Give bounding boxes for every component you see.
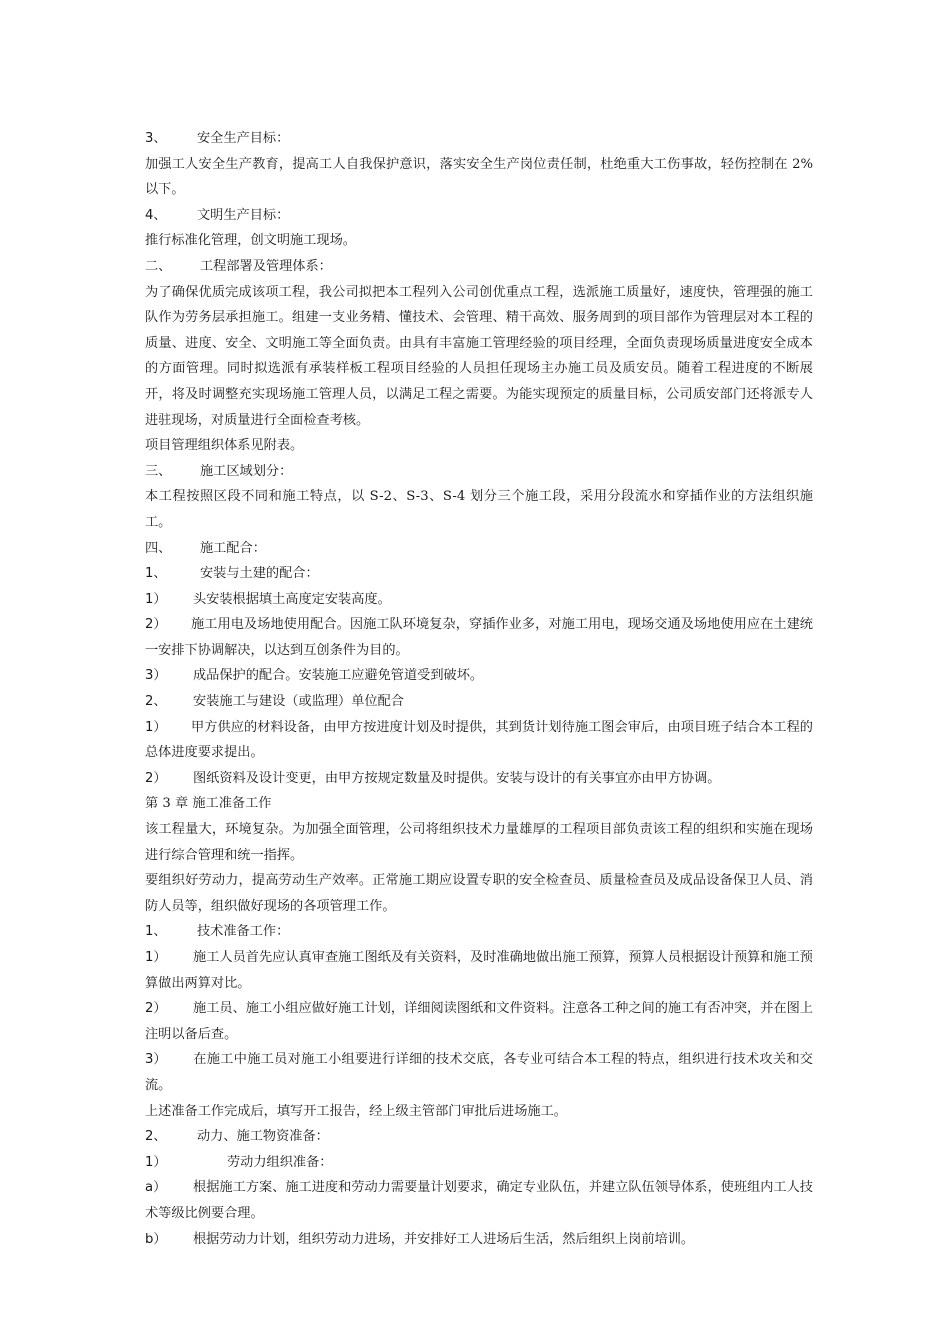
paragraph: 推行标准化管理，创文明施工现场。 (145, 233, 356, 249)
item-number: 1） (145, 1154, 167, 1170)
paragraph: 项目管理组织体系见附表。 (145, 438, 304, 454)
paragraph: 该工程量大，环境复杂。为加强全面管理，公司将组织技术力量雄厚的工程项目部负责该工程的组织和实施在现场进行综合管理和统一指挥。 (145, 822, 813, 863)
list-item (145, 612, 813, 663)
item-number: 4、 (145, 207, 167, 223)
item-number: 1、 (145, 924, 167, 940)
item-number: 2、 (145, 1129, 167, 1145)
item-number: 1、 (145, 566, 167, 582)
item-text: 根据施工方案、施工进度和劳动力需要量计划要求，确定专业队伍，并建立队伍领导体系，使班组内工人技术等级比例要合理。 (145, 1180, 813, 1221)
document-body (145, 126, 813, 1252)
item-number: 四、 (145, 540, 172, 556)
section-heading (145, 254, 813, 280)
paragraph: 本工程按照区段不同和施工特点，以 S-2、S-3、S-4 划分三个施工段，采用分段流水和穿插作业的方法组织施工。 (145, 489, 813, 530)
paragraph: 加强工人安全生产教育，提高工人自我保护意识，落实安全生产岗位责任制，杜绝重大工伤事故，轻伤控制在 2%以下。 (145, 156, 813, 198)
item-text: 根据劳动力计划，组织劳动力进场，并安排好工人进场后生活，然后组织上岗前培训。 (193, 1231, 695, 1247)
item-number: 3） (145, 668, 167, 684)
section-heading (145, 919, 813, 945)
item-number: 1） (145, 591, 167, 607)
item-text: 劳动力组织准备： (227, 1154, 333, 1170)
section-heading (145, 126, 813, 152)
item-number: 1） (145, 950, 167, 965)
item-text: 动力、施工物资准备： (197, 1129, 329, 1145)
list-item (145, 996, 813, 1047)
item-text: 成品保护的配合。安装施工应避免管道受到破坏。 (193, 668, 484, 684)
item-text: 技术准备工作： (197, 924, 290, 940)
item-text: 工程部署及管理体系： (200, 258, 332, 274)
list-item (145, 1175, 813, 1226)
item-number: 三、 (145, 463, 172, 479)
list-item (145, 715, 813, 766)
section-heading (145, 459, 813, 485)
item-text: 施工区域划分： (200, 463, 293, 479)
list-item (145, 663, 813, 689)
item-text: 甲方供应的材料设备，由甲方按进度计划及时提供，其到货计划待施工图会审后，由项目班子结合本工程的总体进度要求提出。 (145, 719, 813, 761)
item-text: 施工用电及场地使用配合。因施工队环境复杂，穿插作业多，对施工用电，现场交通及场地使用应在土建统一安排下协调解决，以达到互创条件为目的。 (145, 617, 813, 658)
item-number: 2） (145, 1001, 167, 1017)
list-item (145, 561, 813, 587)
item-number: a） (145, 1180, 167, 1196)
list-item (145, 1047, 813, 1098)
item-number: b） (145, 1231, 167, 1247)
item-text: 安全生产目标： (197, 131, 290, 146)
item-text: 安装与土建的配合： (200, 566, 319, 582)
paragraph: 上述准备工作完成后，填写开工报告，经上级主管部门审批后进场施工。 (145, 1103, 567, 1119)
chapter-heading: 第 3 章 施工准备工作 (145, 796, 272, 812)
item-text: 施工配合： (200, 540, 266, 556)
item-text: 施工员、施工小组应做好施工计划，详细阅读图纸和文件资料。注意各工种之间的施工有否冲突，并在图上注明以备后查。 (145, 1001, 813, 1042)
item-text: 文明生产目标： (197, 207, 290, 223)
item-text: 头安装根据填土高度定安装高度。 (193, 591, 391, 607)
item-number: 2） (145, 770, 167, 786)
item-text: 图纸资料及设计变更，由甲方按规定数量及时提供。安装与设计的有关事宜亦由甲方协调。 (193, 770, 721, 786)
item-number: 3） (145, 1052, 167, 1068)
item-number: 二、 (145, 258, 172, 274)
list-item (145, 689, 813, 715)
list-item (145, 1150, 813, 1176)
list-item (145, 766, 813, 792)
item-number: 3、 (145, 131, 167, 146)
section-heading (145, 1124, 813, 1150)
list-item (145, 1227, 813, 1253)
list-item (145, 587, 813, 613)
item-number: 1） (145, 719, 167, 735)
item-text: 在施工中施工员对施工小组要进行详细的技术交底，各专业可结合本工程的特点，组织进行技术攻关和交流。 (145, 1052, 813, 1093)
item-text: 安装施工与建设（或监理）单位配合 (193, 694, 404, 710)
item-text: 施工人员首先应认真审查施工图纸及有关资料，及时准确地做出施工预算，预算人员根据设计预算和施工预算做出两算对比。 (145, 950, 813, 991)
paragraph: 要组织好劳动力，提高劳动生产效率。正常施工期应设置专职的安全检查员、质量检查员及成品设备保卫人员、消防人员等，组织做好现场的各项管理工作。 (145, 873, 813, 914)
paragraph: 为了确保优质完成该项工程，我公司拟把本工程列入公司创优重点工程，选派施工质量好，速度快，管理强的施工队作为劳务层承担施工。组建一支业务精、懂技术、会管理、精干高效、服务周到的项目部作为管理层对本工程的质量、进度、安全、文明施工等全面负责。由具有丰富施工管理经验的项目经理，全面负责现场质量进度安全成本的方面管理。同时拟选派有承装样板工程项目经验的人员担任现场主办施工员及质安员。随着工程进度的不断展开，将及时调整充实现场施工管理人员，以满足工程之需要。为能实现预定的质量目标，公司质安部门还将派专人进驻现场，对质量进行全面检查考核。 (145, 284, 813, 428)
section-heading (145, 203, 813, 229)
item-number: 2） (145, 617, 167, 633)
section-heading (145, 536, 813, 562)
list-item (145, 945, 813, 996)
item-number: 2、 (145, 694, 167, 710)
